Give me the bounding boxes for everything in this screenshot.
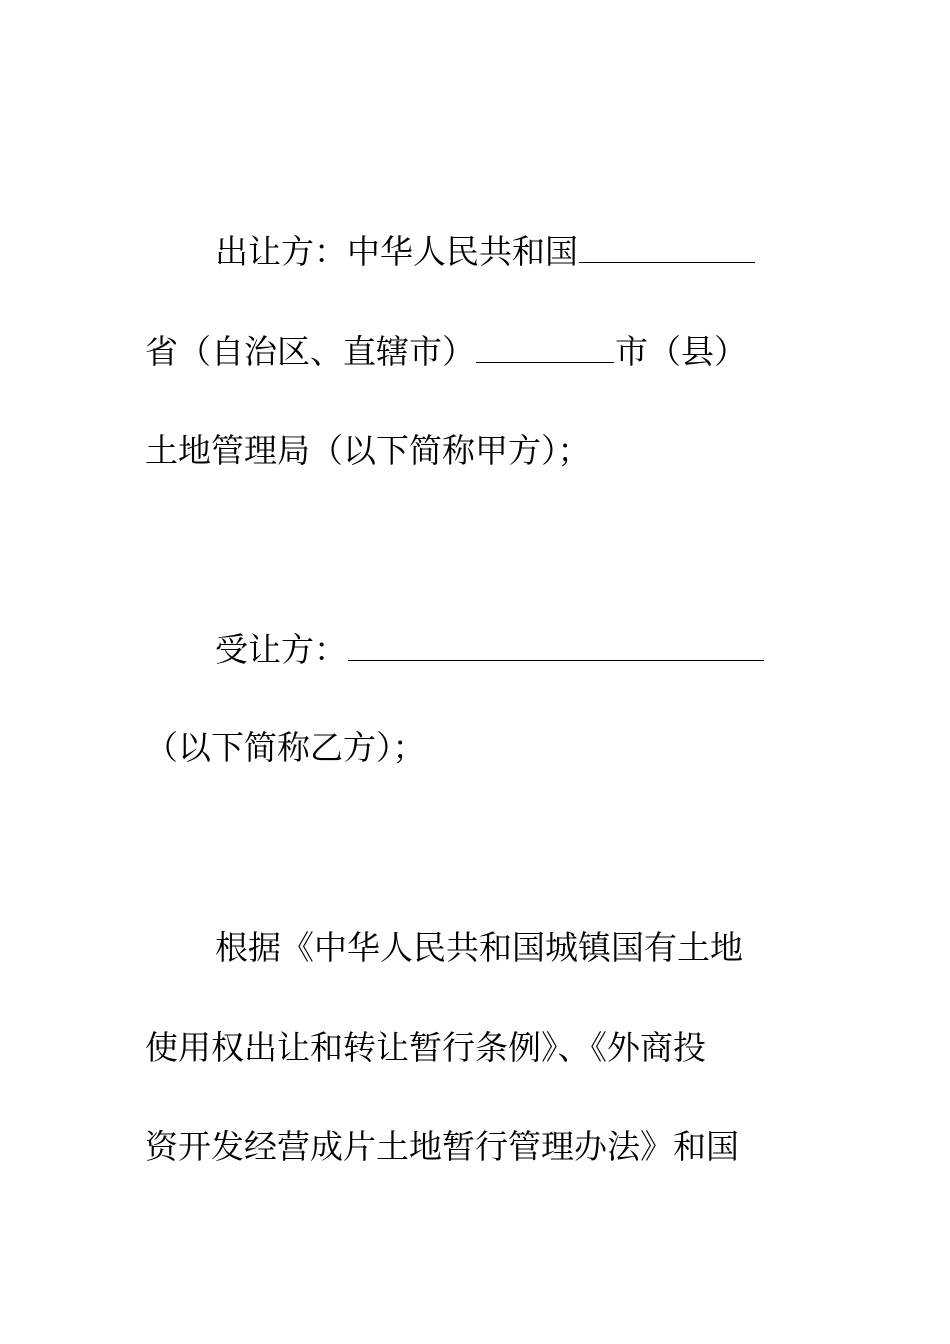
transferor-line (215, 222, 785, 282)
transferee-suffix: （以下简称乙方）； (145, 728, 426, 767)
transferor-prefix: 中华人民共和国 (347, 232, 578, 271)
transferee-suffix-line (145, 718, 785, 778)
paragraph-line-2 (145, 1018, 785, 1078)
paragraph-text: 资开发经营成片土地暂行管理办法》和国 (145, 1127, 739, 1166)
paragraph-line-1 (215, 918, 785, 978)
transferee-blank[interactable] (348, 659, 764, 661)
bureau-line (145, 421, 785, 481)
paragraph-line-3 (145, 1117, 785, 1177)
transferee-label: 受让方： (215, 630, 347, 669)
paragraph-text: 根据《中华人民共和国城镇国有土地 (215, 928, 743, 967)
bureau-text: 土地管理局（以下简称甲方）； (145, 431, 591, 470)
province-blank[interactable] (579, 261, 755, 263)
city-text: 市（县） (615, 332, 747, 371)
transferee-line (215, 620, 785, 680)
transferor-label: 出让方： (215, 232, 347, 271)
paragraph-text: 使用权出让和转让暂行条例》、《外商投 (145, 1028, 706, 1067)
province-text: 省（自治区、直辖市） (145, 332, 475, 371)
province-line (145, 322, 785, 382)
city-blank[interactable] (476, 361, 614, 363)
